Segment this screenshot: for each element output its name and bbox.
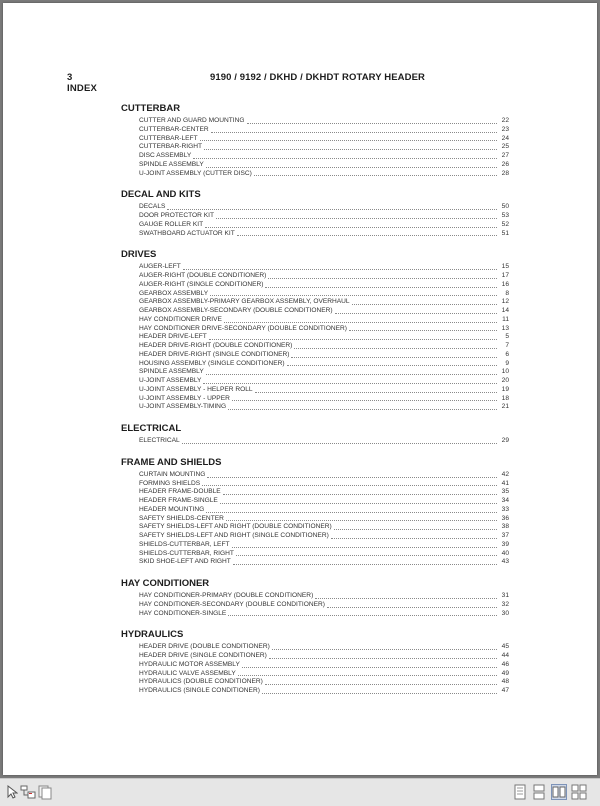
- entry-label: SAFETY SHIELDS-LEFT AND RIGHT (DOUBLE CONDITIONER): [139, 523, 332, 531]
- entry-label: HEADER DRIVE (SINGLE CONDITIONER): [139, 652, 267, 659]
- index-entry[interactable]: [121, 532, 509, 541]
- index-entry[interactable]: [121, 480, 509, 489]
- index-entry[interactable]: [121, 281, 509, 290]
- entry-page-number: 10: [501, 368, 509, 376]
- entry-page-number: 34: [501, 497, 509, 504]
- dot-leader: [265, 287, 497, 288]
- dot-leader: [242, 667, 497, 668]
- index-section: [121, 189, 509, 238]
- entry-page-number: 53: [501, 212, 509, 219]
- entry-page-number: 51: [501, 229, 509, 237]
- entry-page-number: 8: [505, 289, 509, 297]
- entry-page-number: 30: [501, 609, 509, 617]
- entry-label: AUGER-LEFT: [139, 263, 181, 271]
- dot-leader: [207, 477, 497, 478]
- index-entry[interactable]: [121, 203, 509, 212]
- dot-leader: [193, 158, 497, 159]
- index-entry[interactable]: [121, 592, 509, 601]
- entry-page-number: 42: [501, 470, 509, 478]
- two-page-view-icon[interactable]: [551, 784, 567, 800]
- dot-leader: [216, 218, 497, 219]
- index-section: [121, 629, 509, 696]
- entry-label: HEADER DRIVE-RIGHT (SINGLE CONDITIONER): [139, 350, 290, 358]
- page-number: 3: [67, 72, 73, 83]
- entry-label: SKID SHOE-LEFT AND RIGHT: [139, 558, 231, 566]
- index-section: [121, 578, 509, 618]
- dot-leader: [291, 357, 497, 358]
- dot-leader: [206, 374, 497, 375]
- section-heading: HAY CONDITIONER: [121, 578, 210, 589]
- entry-page-number: 16: [501, 280, 509, 288]
- index-entry[interactable]: [121, 360, 509, 369]
- entry-label: HEADER MOUNTING: [139, 505, 205, 513]
- index-entry[interactable]: [121, 152, 509, 161]
- section-heading: DRIVES: [121, 249, 157, 261]
- index-entry[interactable]: [121, 661, 509, 670]
- index-section: [121, 103, 509, 178]
- entry-page-number: 52: [501, 220, 509, 228]
- entry-page-number: 25: [501, 143, 509, 151]
- entry-page-number: 49: [501, 669, 509, 677]
- index-entry[interactable]: [121, 377, 509, 386]
- index-entry[interactable]: [121, 471, 509, 480]
- entry-label: SWATHBOARD ACTUATOR KIT: [139, 229, 235, 237]
- entry-page-number: 26: [501, 160, 509, 168]
- index-entry[interactable]: [121, 342, 509, 351]
- entry-label: DOOR PROTECTOR KIT: [139, 212, 214, 219]
- section-heading: DECAL AND KITS: [121, 189, 201, 201]
- continuous-view-icon[interactable]: [531, 784, 547, 800]
- index-entry[interactable]: [121, 403, 509, 412]
- dot-leader: [254, 175, 497, 176]
- entry-label: CURTAIN MOUNTING: [139, 470, 206, 478]
- entry-page-number: 13: [501, 324, 509, 332]
- dot-leader: [232, 400, 497, 401]
- entry-page-number: 23: [501, 125, 509, 133]
- dot-leader: [334, 529, 497, 530]
- index-section: [121, 249, 509, 412]
- index-entry[interactable]: [121, 316, 509, 325]
- index-entry[interactable]: [121, 506, 509, 515]
- dot-leader: [255, 392, 497, 393]
- entry-label: SPINDLE ASSEMBLY: [139, 368, 204, 376]
- entry-label: HEADER FRAME-DOUBLE: [139, 488, 221, 496]
- dot-leader: [203, 383, 497, 384]
- index-entry[interactable]: [121, 515, 509, 524]
- entry-label: HYDRAULIC MOTOR ASSEMBLY: [139, 660, 240, 668]
- index-entry[interactable]: [121, 143, 509, 152]
- entry-page-number: 9: [505, 359, 509, 367]
- index-heading: INDEX: [67, 83, 98, 94]
- index-section: [121, 423, 509, 446]
- entry-label: CUTTERBAR-CENTER: [139, 125, 209, 133]
- entry-page-number: 19: [501, 385, 509, 393]
- entry-page-number: 5: [505, 333, 509, 341]
- section-heading: CUTTERBAR: [121, 103, 181, 114]
- pointer-icon[interactable]: [4, 784, 20, 800]
- entry-label: HYDRAULICS (DOUBLE CONDITIONER): [139, 678, 263, 686]
- index-entry[interactable]: [121, 643, 509, 652]
- entry-page-number: 28: [501, 169, 509, 177]
- entry-page-number: 48: [501, 678, 509, 686]
- entry-page-number: 47: [501, 687, 509, 694]
- index-entry[interactable]: [121, 135, 509, 144]
- dot-leader: [315, 598, 497, 599]
- entry-page-number: 24: [501, 134, 509, 142]
- dot-leader: [167, 209, 497, 210]
- entry-label: CUTTERBAR-LEFT: [139, 134, 198, 142]
- entry-page-number: 31: [501, 592, 509, 599]
- index-entry[interactable]: [121, 212, 509, 221]
- entry-page-number: 22: [501, 117, 509, 124]
- index-entry[interactable]: [121, 126, 509, 135]
- entry-label: HEADER DRIVE-LEFT: [139, 333, 207, 341]
- entry-page-number: 45: [501, 643, 509, 651]
- dot-leader: [211, 132, 497, 133]
- entry-label: HOUSING ASSEMBLY (SINGLE CONDITIONER): [139, 359, 285, 367]
- entry-label: FORMING SHIELDS: [139, 479, 201, 487]
- two-page-continuous-view-icon[interactable]: [571, 784, 587, 800]
- index-entry[interactable]: [121, 290, 509, 299]
- entry-label: HAY CONDITIONER-SECONDARY (DOUBLE CONDITIONER): [139, 600, 325, 608]
- entry-label: HEADER DRIVE-RIGHT (DOUBLE CONDITIONER): [139, 342, 293, 349]
- dot-leader: [224, 322, 497, 323]
- entry-label: GEARBOX ASSEMBLY-SECONDARY (DOUBLE CONDITIONER): [139, 307, 333, 314]
- thumbnails-icon[interactable]: [37, 784, 53, 800]
- index-entry[interactable]: [121, 497, 509, 506]
- entry-label: ELECTRICAL: [139, 437, 180, 444]
- entry-label: U-JOINT ASSEMBLY - HELPER ROLL: [139, 385, 253, 393]
- entry-page-number: 33: [501, 505, 509, 513]
- index-entry[interactable]: [121, 678, 509, 687]
- dot-leader: [202, 485, 497, 486]
- dot-leader: [226, 520, 497, 521]
- entry-label: SPINDLE ASSEMBLY: [139, 160, 204, 168]
- dot-leader: [268, 278, 497, 279]
- entry-page-number: 35: [501, 488, 509, 496]
- entry-label: GAUGE ROLLER KIT: [139, 220, 204, 228]
- document-title: 9190 / 9192 / DKHD / DKHDT ROTARY HEADER: [210, 72, 425, 83]
- dot-leader: [182, 443, 497, 444]
- index-entry[interactable]: [121, 298, 509, 307]
- dot-leader: [228, 615, 497, 616]
- index-entry[interactable]: [121, 307, 509, 316]
- entry-page-number: 36: [501, 514, 509, 522]
- index-entry[interactable]: [121, 558, 509, 567]
- entry-page-number: 6: [505, 350, 509, 358]
- dot-leader: [335, 313, 497, 314]
- entry-page-number: 20: [501, 377, 509, 384]
- dot-leader: [269, 658, 497, 659]
- index-section: [121, 457, 509, 567]
- document-page: [3, 3, 597, 775]
- entry-label: U-JOINT ASSEMBLY: [139, 377, 202, 384]
- entry-page-number: 12: [501, 298, 509, 306]
- entry-label: HAY CONDITIONER-PRIMARY (DOUBLE CONDITIONER): [139, 592, 314, 599]
- entry-page-number: 21: [501, 403, 509, 411]
- index-entry[interactable]: [121, 395, 509, 404]
- entry-page-number: 29: [501, 437, 509, 444]
- entry-page-number: 40: [501, 549, 509, 557]
- entry-label: GEARBOX ASSEMBLY-PRIMARY GEARBOX ASSEMBLY, OVERHAUL: [139, 298, 350, 306]
- entry-label: HAY CONDITIONER DRIVE-SECONDARY (DOUBLE CONDITIONER): [139, 324, 347, 332]
- section-heading: ELECTRICAL: [121, 423, 182, 434]
- entry-page-number: 44: [501, 652, 509, 659]
- index-entry[interactable]: [121, 610, 509, 619]
- entry-page-number: 27: [501, 152, 509, 159]
- index-entry[interactable]: [121, 272, 509, 281]
- entry-label: SAFETY SHIELDS-CENTER: [139, 514, 224, 522]
- entry-label: HYDRAULIC VALVE ASSEMBLY: [139, 669, 236, 677]
- dot-leader: [220, 503, 497, 504]
- viewer-toolbar: [0, 778, 600, 806]
- entry-label: U-JOINT ASSEMBLY-TIMING: [139, 403, 227, 411]
- index-entry[interactable]: [121, 437, 509, 446]
- entry-page-number: 14: [501, 307, 509, 314]
- dot-leader: [327, 607, 497, 608]
- index-entry[interactable]: [121, 333, 509, 342]
- index-entry[interactable]: [121, 488, 509, 497]
- section-heading: HYDRAULICS: [121, 629, 184, 641]
- entry-label: CUTTER AND GUARD MOUNTING: [139, 117, 245, 124]
- index-entry[interactable]: [121, 368, 509, 377]
- dot-leader: [247, 123, 498, 124]
- index-entry[interactable]: [121, 221, 509, 230]
- entry-page-number: 7: [505, 342, 509, 349]
- single-page-view-icon[interactable]: [512, 784, 528, 800]
- section-heading: FRAME AND SHIELDS: [121, 456, 222, 468]
- dot-leader: [223, 494, 497, 495]
- dot-leader: [228, 409, 497, 410]
- index-list: [121, 103, 509, 707]
- dot-leader: [331, 538, 497, 539]
- entry-page-number: 43: [501, 558, 509, 566]
- entry-page-number: 18: [501, 394, 509, 402]
- index-entry[interactable]: [121, 325, 509, 334]
- entry-page-number: 32: [501, 600, 509, 608]
- entry-label: CUTTERBAR-RIGHT: [139, 143, 203, 151]
- entry-label: DISC ASSEMBLY: [139, 152, 192, 159]
- dot-leader: [238, 675, 497, 676]
- index-entry[interactable]: [121, 687, 509, 696]
- entry-label: U-JOINT ASSEMBLY (CUTTER DISC): [139, 169, 252, 177]
- dot-leader: [265, 684, 497, 685]
- dot-leader: [209, 339, 497, 340]
- dot-leader: [272, 649, 497, 650]
- dot-leader: [206, 512, 497, 513]
- dot-leader: [352, 304, 497, 305]
- index-entry[interactable]: [121, 263, 509, 272]
- entry-page-number: 17: [501, 272, 509, 279]
- dot-leader: [204, 149, 497, 150]
- index-entry[interactable]: [121, 386, 509, 395]
- entry-label: HEADER DRIVE (DOUBLE CONDITIONER): [139, 643, 270, 651]
- entry-label: SAFETY SHIELDS-LEFT AND RIGHT (SINGLE CONDITIONER): [139, 532, 329, 539]
- index-entry[interactable]: [121, 652, 509, 661]
- index-entry[interactable]: [121, 550, 509, 559]
- dot-leader: [210, 295, 497, 296]
- dot-leader: [232, 547, 498, 548]
- entry-label: SHIELDS-CUTTERBAR, LEFT: [139, 540, 230, 548]
- entry-page-number: 37: [501, 532, 509, 539]
- dot-leader: [237, 235, 497, 236]
- entry-page-number: 38: [501, 523, 509, 531]
- dot-leader: [206, 167, 497, 168]
- page-tree-icon[interactable]: [20, 784, 36, 800]
- entry-label: GEARBOX ASSEMBLY: [139, 289, 209, 297]
- dot-leader: [200, 140, 497, 141]
- entry-label: HAY CONDITIONER DRIVE: [139, 315, 222, 323]
- entry-label: HYDRAULICS (SINGLE CONDITIONER): [139, 687, 260, 694]
- dot-leader: [183, 269, 497, 270]
- dot-leader: [262, 693, 497, 694]
- index-entry[interactable]: [121, 541, 509, 550]
- entry-page-number: 41: [501, 479, 509, 487]
- dot-leader: [233, 564, 497, 565]
- entry-label: HAY CONDITIONER-SINGLE: [139, 609, 227, 617]
- dot-leader: [294, 348, 497, 349]
- entry-label: HEADER FRAME-SINGLE: [139, 497, 218, 504]
- dot-leader: [205, 227, 497, 228]
- dot-leader: [236, 555, 497, 556]
- entry-page-number: 15: [501, 263, 509, 271]
- dot-leader: [287, 365, 497, 366]
- index-entry[interactable]: [121, 351, 509, 360]
- entry-page-number: 11: [502, 315, 509, 323]
- entry-page-number: 46: [501, 660, 509, 668]
- index-entry[interactable]: [121, 161, 509, 170]
- dot-leader: [349, 330, 497, 331]
- entry-page-number: 39: [501, 540, 509, 548]
- entry-label: AUGER-RIGHT (DOUBLE CONDITIONER): [139, 272, 267, 279]
- index-entry[interactable]: [121, 670, 509, 679]
- index-entry[interactable]: [121, 601, 509, 610]
- entry-label: U-JOINT ASSEMBLY - UPPER: [139, 394, 230, 402]
- entry-label: DECALS: [139, 203, 166, 211]
- index-entry[interactable]: [121, 117, 509, 126]
- entry-label: AUGER-RIGHT (SINGLE CONDITIONER): [139, 280, 264, 288]
- index-entry[interactable]: [121, 170, 509, 179]
- index-entry[interactable]: [121, 230, 509, 239]
- entry-label: SHIELDS-CUTTERBAR, RIGHT: [139, 549, 234, 557]
- index-entry[interactable]: [121, 523, 509, 532]
- entry-page-number: 50: [501, 203, 509, 211]
